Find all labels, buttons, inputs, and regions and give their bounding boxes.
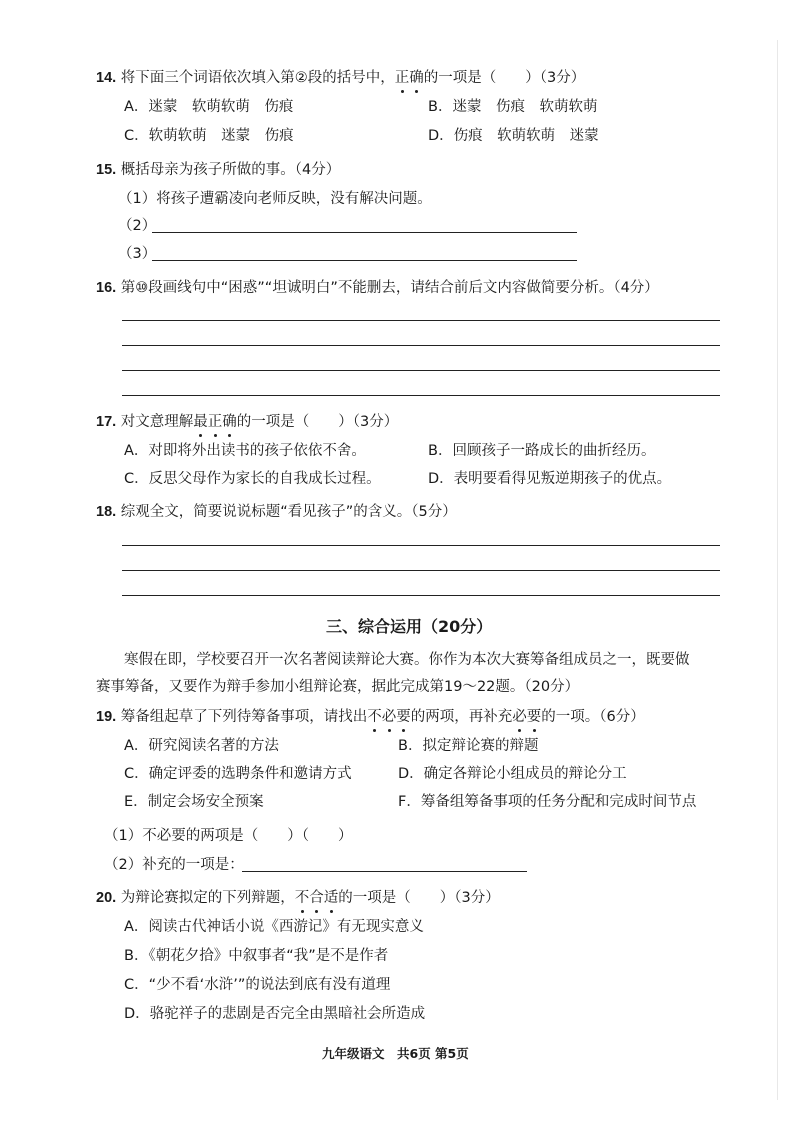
q16-answer-line-3[interactable] xyxy=(122,370,720,371)
q17-option-c: C．反思父母作为家长的自我成长过程。 xyxy=(124,471,381,487)
section-three-intro-2: 赛事筹备，又要作为辩手参加小组辩论赛，据此完成第19～22题。（20分） xyxy=(96,679,580,695)
q15-item-3-label: （3） xyxy=(118,246,157,262)
q17-option-a: A．对即将外出读书的孩子依依不舍。 xyxy=(124,443,366,459)
q20-option-b: B．《朝花夕拾》中叙事者“我”是不是作者 xyxy=(124,948,389,964)
q16-stem: 16. 第⑩段画线句中“困惑”“坦诚明白”不能删去，请结合前后文内容做简要分析。（4分） xyxy=(96,280,659,296)
q20-number: 20. xyxy=(96,890,117,906)
q16-number: 16. xyxy=(96,280,117,296)
q18-number: 18. xyxy=(96,504,117,520)
q18-answer-line-3[interactable] xyxy=(122,595,720,596)
q18-answer-line-1[interactable] xyxy=(122,545,720,546)
q20-option-c: C．“少不看‘水浒’”的说法到底有没有道理 xyxy=(124,977,391,993)
q16-answer-line-1[interactable] xyxy=(122,320,720,321)
q15-stem: 15. 概括母亲为孩子所做的事。（4分） xyxy=(96,162,341,178)
q15-answer-line-3[interactable] xyxy=(152,260,577,261)
q17-number: 17. xyxy=(96,414,117,430)
q19-answer-1: （1）不必要的两项是（ ）（ ） xyxy=(104,828,353,844)
section-three-title: 三、综合运用（20分） xyxy=(326,617,493,636)
q19-answer-line[interactable] xyxy=(242,871,527,872)
q14-stem: 14. 将下面三个词语依次填入第②段的括号中，正确的一项是（ ）（3分） xyxy=(96,70,586,86)
q18-stem: 18. 综观全文，简要说说标题“看见孩子”的含义。（5分） xyxy=(96,504,457,520)
page-footer: 九年级语文 共6页 第5页 xyxy=(322,1046,469,1061)
q15-answer-line-2[interactable] xyxy=(152,232,577,233)
q18-answer-line-2[interactable] xyxy=(122,570,720,571)
q20-stem: 20. 为辩论赛拟定的下列辩题，不合适的一项是（ ）（3分） xyxy=(96,890,500,906)
q19-option-b: B．拟定辩论赛的辩题 xyxy=(398,738,539,754)
q20-option-d: D．骆驼祥子的悲剧是否完全由黑暗社会所造成 xyxy=(124,1006,426,1022)
q16-answer-line-4[interactable] xyxy=(122,395,720,396)
q19-option-c: C．确定评委的选聘条件和邀请方式 xyxy=(124,766,352,782)
q19-option-e: E．制定会场安全预案 xyxy=(124,794,264,810)
q14-option-d: D．伤痕 软萌软萌 迷蒙 xyxy=(428,128,599,144)
q14-option-a: A．迷蒙 软萌软萌 伤痕 xyxy=(124,99,294,115)
q19-stem: 19. 筹备组起草了下列待筹备事项，请找出不必要的两项，再补充必要的一项。（6分） xyxy=(96,709,645,725)
q17-stem: 17. 对文意理解最正确的一项是（ ）（3分） xyxy=(96,414,399,430)
q19-option-f: F．筹备组筹备事项的任务分配和完成时间节点 xyxy=(398,794,697,810)
q20-option-a: A．阅读古代神话小说《西游记》有无现实意义 xyxy=(124,919,424,935)
q14-option-c: C．软萌软萌 迷蒙 伤痕 xyxy=(124,128,294,144)
q19-answer-2-label: （2）补充的一项是： xyxy=(104,857,244,873)
q17-option-d: D．表明要看得见叛逆期孩子的优点。 xyxy=(428,471,672,487)
q17-option-b: B．回顾孩子一路成长的曲折经历。 xyxy=(428,443,656,459)
q15-number: 15. xyxy=(96,162,117,178)
q19-option-a: A．研究阅读名著的方法 xyxy=(124,738,279,754)
q15-item-2-label: （2） xyxy=(118,218,157,234)
q14-option-b: B．迷蒙 伤痕 软萌软萌 xyxy=(428,99,598,115)
q19-number: 19. xyxy=(96,709,117,725)
q15-item-1: （1）将孩子遭霸凌向老师反映，没有解决问题。 xyxy=(118,191,432,207)
q16-answer-line-2[interactable] xyxy=(122,345,720,346)
section-three-intro-1: 寒假在即，学校要召开一次名著阅读辩论大赛。你作为本次大赛筹备组成员之一，既要做 xyxy=(124,652,690,668)
q19-option-d: D．确定各辩论小组成员的辩论分工 xyxy=(398,766,627,782)
scan-edge-line xyxy=(777,40,778,1100)
q14-number: 14. xyxy=(96,70,117,86)
